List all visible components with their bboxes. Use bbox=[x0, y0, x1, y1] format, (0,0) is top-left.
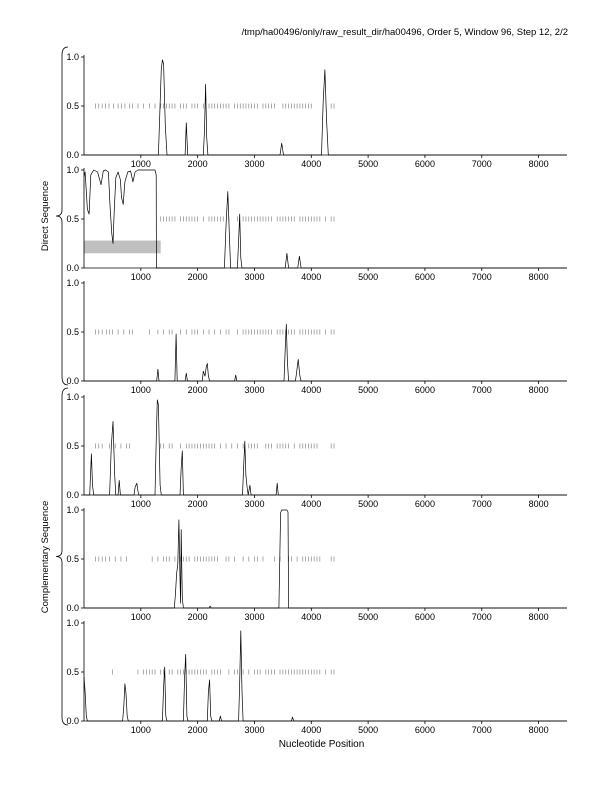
x-tick-label: 7000 bbox=[471, 272, 492, 282]
y-tick-label: 0.5 bbox=[66, 327, 79, 337]
x-tick-label: 5000 bbox=[358, 272, 379, 282]
x-tick-label: 5000 bbox=[358, 385, 379, 395]
y-tick-label: 0.0 bbox=[66, 490, 79, 500]
y-tick-label: 0.0 bbox=[66, 716, 79, 726]
y-tick-label: 1.0 bbox=[66, 392, 79, 402]
y-tick-label: 1.0 bbox=[66, 505, 79, 515]
x-tick-label: 8000 bbox=[528, 725, 549, 735]
highlight-box bbox=[84, 241, 161, 254]
x-tick-label: 1000 bbox=[130, 272, 151, 282]
x-tick-label: 6000 bbox=[414, 612, 435, 622]
x-tick-label: 2000 bbox=[187, 499, 208, 509]
x-tick-label: 7000 bbox=[471, 499, 492, 509]
x-tick-label: 7000 bbox=[471, 725, 492, 735]
x-tick-label: 1000 bbox=[130, 159, 151, 169]
x-tick-label: 2000 bbox=[187, 385, 208, 395]
y-tick-label: 0.5 bbox=[66, 667, 79, 677]
x-tick-label: 8000 bbox=[528, 385, 549, 395]
series-line bbox=[84, 60, 567, 155]
x-tick-label: 1000 bbox=[130, 499, 151, 509]
x-tick-label: 1000 bbox=[130, 385, 151, 395]
x-tick-label: 7000 bbox=[471, 612, 492, 622]
x-tick-label: 7000 bbox=[471, 159, 492, 169]
x-tick-label: 5000 bbox=[358, 159, 379, 169]
x-tick-label: 6000 bbox=[414, 725, 435, 735]
x-tick-label: 2000 bbox=[187, 612, 208, 622]
y-tick-label: 1.0 bbox=[66, 165, 79, 175]
x-axis-title: Nucleotide Position bbox=[278, 739, 365, 750]
x-tick-label: 8000 bbox=[528, 612, 549, 622]
series-line bbox=[84, 400, 567, 495]
y-tick-label: 1.0 bbox=[66, 618, 79, 628]
x-tick-label: 2000 bbox=[187, 272, 208, 282]
y-tick-label: 0.0 bbox=[66, 603, 79, 613]
x-tick-label: 1000 bbox=[130, 612, 151, 622]
x-tick-label: 4000 bbox=[301, 385, 322, 395]
complementary-sequence-label: Complementary Sequence bbox=[40, 500, 51, 614]
x-tick-label: 7000 bbox=[471, 385, 492, 395]
x-tick-label: 3000 bbox=[244, 725, 265, 735]
x-tick-label: 4000 bbox=[301, 272, 322, 282]
x-tick-label: 6000 bbox=[414, 499, 435, 509]
x-tick-label: 5000 bbox=[358, 725, 379, 735]
x-tick-label: 6000 bbox=[414, 272, 435, 282]
x-tick-label: 3000 bbox=[244, 272, 265, 282]
x-tick-label: 2000 bbox=[187, 159, 208, 169]
x-tick-label: 3000 bbox=[244, 612, 265, 622]
y-tick-label: 0.0 bbox=[66, 263, 79, 273]
y-tick-label: 0.5 bbox=[66, 101, 79, 111]
x-tick-label: 1000 bbox=[130, 725, 151, 735]
x-tick-label: 4000 bbox=[301, 725, 322, 735]
series-line bbox=[84, 631, 567, 721]
x-tick-label: 2000 bbox=[187, 725, 208, 735]
x-tick-label: 5000 bbox=[358, 499, 379, 509]
x-tick-label: 4000 bbox=[301, 612, 322, 622]
x-tick-label: 3000 bbox=[244, 385, 265, 395]
x-tick-label: 8000 bbox=[528, 159, 549, 169]
x-tick-label: 6000 bbox=[414, 159, 435, 169]
x-tick-label: 6000 bbox=[414, 385, 435, 395]
y-tick-label: 0.0 bbox=[66, 150, 79, 160]
x-tick-label: 4000 bbox=[301, 159, 322, 169]
y-tick-label: 0.5 bbox=[66, 214, 79, 224]
x-tick-label: 3000 bbox=[244, 159, 265, 169]
direct-sequence-label: Direct Sequence bbox=[40, 180, 51, 252]
y-tick-label: 0.0 bbox=[66, 376, 79, 386]
y-tick-label: 0.5 bbox=[66, 554, 79, 564]
y-tick-label: 0.5 bbox=[66, 441, 79, 451]
y-tick-label: 1.0 bbox=[66, 278, 79, 288]
y-tick-label: 1.0 bbox=[66, 52, 79, 62]
x-tick-label: 8000 bbox=[528, 272, 549, 282]
x-tick-label: 3000 bbox=[244, 499, 265, 509]
x-tick-label: 5000 bbox=[358, 612, 379, 622]
page-title: /tmp/ha00496/only/raw_result_dir/ha00496, Order 5, Window 96, Step 12, 2/2 bbox=[241, 27, 568, 38]
x-tick-label: 8000 bbox=[528, 499, 549, 509]
x-tick-label: 4000 bbox=[301, 499, 322, 509]
series-line bbox=[84, 510, 567, 608]
